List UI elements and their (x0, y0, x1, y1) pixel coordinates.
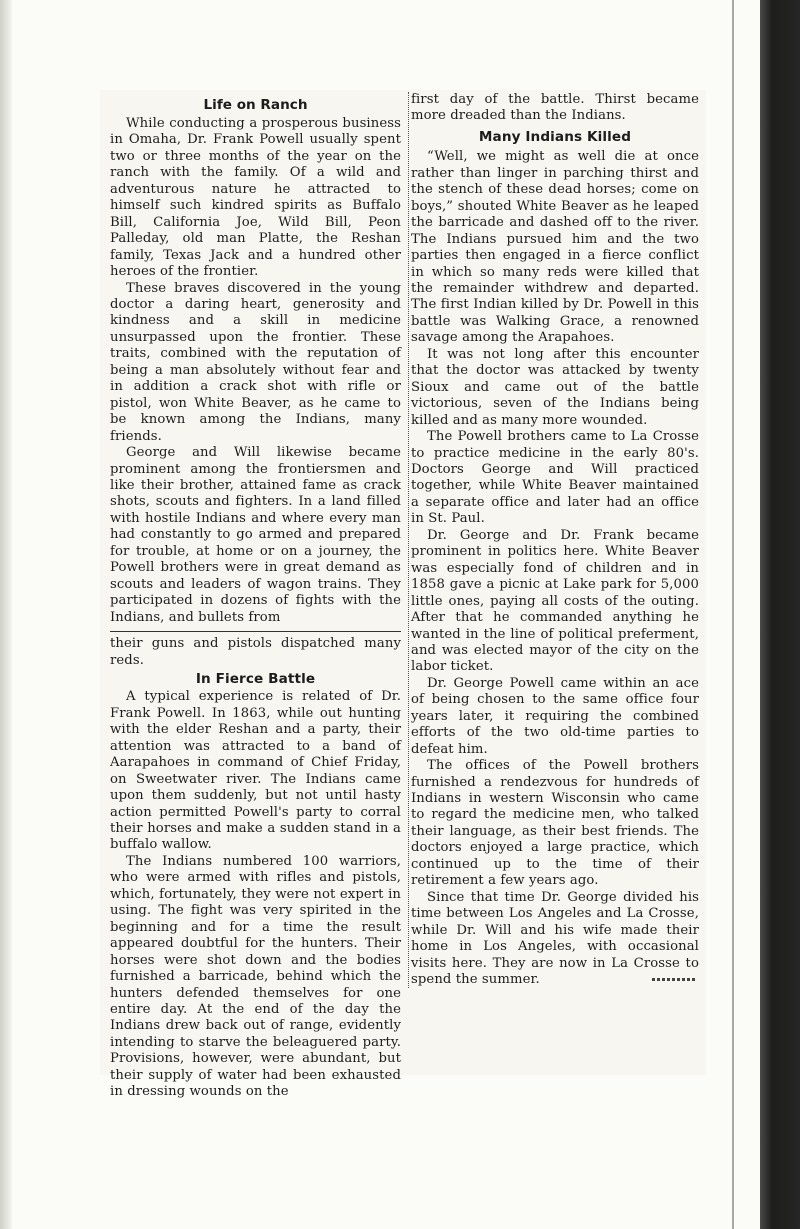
paragraph: The Indians numbered 100 warriors, who were armed with rifles and pistols, which, fortunately, they were not expert in using. The fight was very spirited in the beginning and for a time the result appeared doubtful for the hunters. Their horses were shot down and the bodies furnished a barricade, behind which the hunters defended themselves for one entire day. At the end of the day the Indians drew back out of range, evidently intending to starve the beleaguered party. Provisions, however, were abundant, but their supply of water had been exhausted in dressing wounds on the (110, 853, 401, 1100)
column-right (408, 92, 699, 988)
page-rule (732, 0, 734, 1229)
paragraph: It was not long after this encounter that the doctor was attacked by twenty Sioux and came out of the battle victorious, seven of the Indians being killed and as many more wounded. (411, 346, 699, 428)
paragraph: While conducting a prosperous business in Omaha, Dr. Frank Powell usually spent two or three months of the year on the ranch with the family. Of a wild and adventurous nature he attracted to himself such kindred spirits as Buffalo Bill, California Joe, Wild Bill, Peon Palleday, old man Platte, the Reshan family, Texas Jack and a hundred other heroes of the frontier. (110, 116, 401, 280)
paragraph: Dr. George Powell came within an ace of being chosen to the same office four years later, it requiring the combined efforts of the two old-time parties to defeat him. (411, 675, 699, 757)
paragraph: The offices of the Powell brothers furnished a rendezvous for hundreds of Indians in western Wisconsin who came to regard the medicine men, who talked their language, as their best friends. The doctors enjoyed a large practice, which continued up to the time of their retirement a few years ago. (411, 758, 699, 889)
scan-left-edge (0, 0, 12, 1229)
column-left (110, 116, 401, 1101)
end-mark (652, 978, 696, 981)
paragraph: first day of the battle. Thirst became more dreaded than the Indians. (411, 92, 699, 124)
paragraph: A typical experience is related of Dr. Frank Powell. In 1863, while out hunting with the elder Reshan and a party, their attention was attracted to a band of Aarapahoes in command of Chief Friday, on Sweetwater river. The Indians came upon them suddenly, but not until hasty action permitted Powell's party to corral their horses and make a sudden stand in a buffalo wallow. (110, 689, 401, 853)
paragraph: their guns and pistols dispatched many reds. (110, 636, 401, 668)
paragraph: Since that time Dr. George divided his time between Los Angeles and La Crosse, while Dr. Will and his wife made their home in Los Angeles, with occasional visits here. They are now in La Crosse to spend the summer. (411, 889, 699, 988)
paragraph: These braves discovered in the young doctor a daring heart, generosity and kindness and a skill in medicine unsurpassed upon the frontier. These traits, combined with the reputation of being a man absolutely without fear and in addition a crack shot with rifle or pistol, won White Beaver, as he came to be known among the Indians, many friends. (110, 280, 401, 444)
column-divider (110, 631, 401, 632)
paragraph: Dr. George and Dr. Frank became prominent in politics here. White Beaver was especially fond of children and in 1858 gave a picnic at Lake park for 5,000 little ones, paying all costs of the outing. After that he commanded anything he wanted in the line of political preferment, and was elected mayor of the city on the labor ticket. (411, 527, 699, 675)
paragraph: George and Will likewise became prominent among the frontiersmen and like their brother, attained fame as crack shots, scouts and fighters. In a land filled with hostile Indians and where every man had constantly to go armed and prepared for trouble, at home or on a journey, the Powell brothers were in great demand as scouts and leaders of wagon trains. They participated in dozens of fights with the Indians, and bullets from (110, 445, 401, 625)
heading-in-fierce-battle: In Fierce Battle (195, 670, 316, 687)
paragraph: The Powell brothers came to La Crosse to practice medicine in the early 80's. Doctors George and Will practiced together, while White Beaver maintained a separate office and later had an office in St. Paul. (411, 429, 699, 527)
heading-many-indians-killed: Many Indians Killed (478, 128, 632, 145)
scan-right-edge (760, 0, 800, 1229)
paragraph: “Well, we might as well die at once rather than linger in parching thirst and the stench of these dead horses; come on boys,” shouted White Beaver as he leaped the barricade and dashed off to the river. The Indians pursued him and the two parties then engaged in a fierce conflict in which so many reds were killed that the remainder withdrew and departed. The first Indian killed by Dr. Powell in this battle was Walking Grace, a renowned savage among the Arapahoes. (411, 149, 699, 346)
heading-life-on-ranch: Life on Ranch (203, 97, 308, 113)
